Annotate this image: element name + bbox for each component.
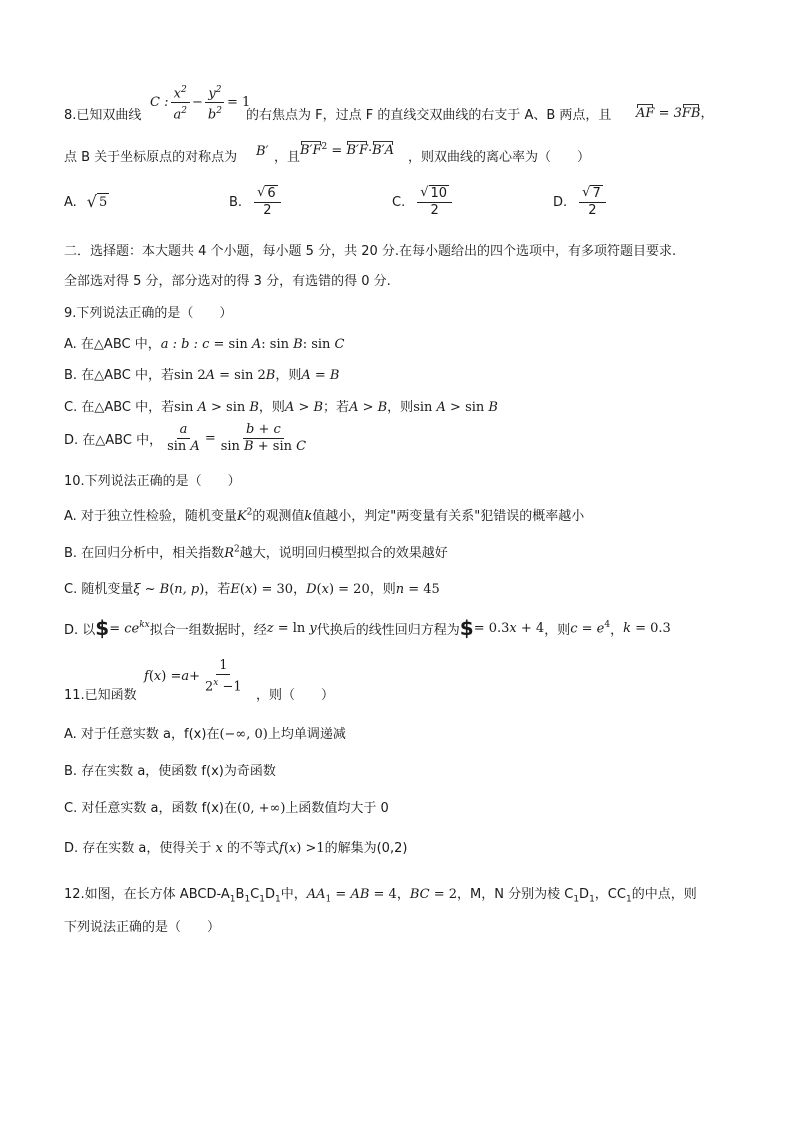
text: C. 对任意实数 a，函数 f(x)在 xyxy=(64,801,237,816)
k-value: k = 0.3 xyxy=(623,620,671,636)
text: ， xyxy=(396,887,410,902)
k-squared: $K^2$ xyxy=(236,507,253,524)
text: 的中点，则 xyxy=(631,887,697,902)
denominator: 2 xyxy=(430,202,439,218)
option-label: B. xyxy=(229,194,243,210)
q9-stem: 9.下列说法正确的是（ ） xyxy=(64,306,233,321)
q10-option-c[interactable] xyxy=(64,578,754,597)
fraction: √ 10 2 xyxy=(417,185,452,219)
text: 中， xyxy=(280,887,307,902)
q8-option-c[interactable] xyxy=(392,180,454,224)
text-connector: ；若 xyxy=(323,400,350,415)
option-label: C. xyxy=(392,194,406,210)
option-b-label: B. 在△ABC 中，若 xyxy=(64,368,174,383)
text: 拟合一组数据时，经 xyxy=(149,622,267,638)
r-squared: $R^2$ xyxy=(224,544,240,561)
q11-stem xyxy=(64,656,754,702)
q8-option-b[interactable] xyxy=(229,180,283,224)
radicand: 6 xyxy=(267,186,276,202)
q8-option-d[interactable] xyxy=(553,180,608,224)
q8-line1 xyxy=(64,78,754,124)
regression-line: = 0.3x + 4 xyxy=(473,620,545,636)
denominator: 2 xyxy=(263,202,272,218)
variance: D(x) = 20 xyxy=(306,582,370,597)
vector-condition: AF = 3FB， xyxy=(636,106,714,121)
sin2a-equation: sin 2A = sin 2B xyxy=(173,368,276,383)
text: ，则 xyxy=(544,622,571,638)
n-value: n = 45 xyxy=(395,582,440,597)
option-c-label: C. 在△ABC 中，若 xyxy=(64,400,175,415)
angle-inequality: A > B xyxy=(349,400,388,415)
sqrt-expression: √ 5 xyxy=(86,192,108,211)
q11-option-a[interactable] xyxy=(64,723,754,742)
ratio-equation: $\frac{a}{\text{sin A}}$ = $\frac{b + c}{\text{sin B + sin C}}$ xyxy=(167,422,307,454)
text: 越大，说明回归模型拟合的效果越好 xyxy=(239,546,448,561)
denominator: 2 xyxy=(588,202,597,218)
q9-option-b[interactable] xyxy=(64,364,754,383)
exponential-model: = $ce^{kx}$ xyxy=(109,619,150,637)
y-hat-symbol: $ xyxy=(95,616,110,640)
section2-line2: 全部选对得 5 分，部分选对的得 3 分，有选错的得 0 分. xyxy=(64,274,391,289)
expectation: E(x) = 30 xyxy=(230,582,294,597)
text: 上均单调递减 xyxy=(267,727,346,742)
text: 值越小，判定"两变量有关系"犯错误的概率越小 xyxy=(312,509,585,524)
q10-option-d[interactable] xyxy=(64,616,754,640)
hyperbola-equation: C : $\frac{x^2}{a^2}$ − $\frac{y^2}{b^2}$ = 1 xyxy=(150,82,250,124)
text: ，M，N 分别为棱 C xyxy=(457,887,574,902)
text: ， xyxy=(610,622,624,638)
variable-x: x xyxy=(211,841,227,856)
text: ，CC xyxy=(594,887,626,902)
radicand: 7 xyxy=(592,186,601,202)
text: ，则 xyxy=(369,582,396,597)
q11-suffix: ，则（ ） xyxy=(256,688,335,703)
fraction: √ 6 2 xyxy=(254,185,281,219)
option-d-label: D. 在△ABC 中， xyxy=(64,433,163,448)
edge-lengths: $AA_1$ = AB = 4 xyxy=(306,887,397,905)
text: A. 对于任意实数 a，f(x)在 xyxy=(64,727,220,742)
q8-line2 xyxy=(64,140,754,164)
q9-option-a[interactable] xyxy=(64,333,754,352)
radicand: 5 xyxy=(99,195,108,210)
interval-0-pos-inf: (0, +∞) xyxy=(237,801,286,816)
point-b-prime: B′ xyxy=(256,144,269,159)
q8-mid: 的右焦点为 F，过点 F 的直线交双曲线的右支于 A、B 两点，且 xyxy=(246,108,612,123)
dot-product-condition: $B'F^2 = B'F\cdot B'A$ xyxy=(300,142,395,159)
text: 12.如图，在长方体 ABCD-A xyxy=(64,887,230,902)
text-connector: ，则 xyxy=(275,368,302,383)
fraction: √ 7 2 xyxy=(579,185,606,219)
sine-law-ratio: a : b : c = sin A: sin B: sin C xyxy=(160,337,345,352)
z-hat-symbol: $ xyxy=(459,616,474,640)
q8-line2-c: ，则双曲线的离心率为（ ） xyxy=(408,150,591,165)
q8-prefix: 8.已知双曲线 xyxy=(64,108,142,123)
section2-line1: 二．选择题：本大题共 4 个小题，每小题 5 分，共 20 分.在每小题给出的四个选项中，有多项符题目要求. xyxy=(64,244,677,259)
log-substitution: z = ln y xyxy=(266,620,317,636)
radicand: 10 xyxy=(430,186,448,202)
inequality: f(x) >1 xyxy=(279,841,325,856)
q10-option-b[interactable] xyxy=(64,542,754,561)
text: D. 存在实数 a，使得关于 xyxy=(64,841,212,856)
option-label: D. xyxy=(553,194,568,210)
angle-inequality: A > B xyxy=(284,400,324,415)
text: B. 在回归分析中，相关指数 xyxy=(64,546,225,561)
text: ，若 xyxy=(204,582,231,597)
text: 代换后的线性回归方程为 xyxy=(316,622,460,638)
text: 的解集为(0,2) xyxy=(324,841,408,856)
q12-line2: 下列说法正确的是（ ） xyxy=(64,920,221,935)
text: C. 随机变量 xyxy=(64,582,134,597)
q8-line2-b: ，且 xyxy=(274,150,301,165)
q12-line1: 12.如图，在长方体 ABCD-$A_1B_1C_1D_1$中，$AA_1$ = AB = 4，BC = 2，M，N 分别为棱 $C_1D_1$，$CC_1$的中点，则 xyxy=(64,887,697,905)
c-value: $c = e^4$ xyxy=(570,619,611,637)
k-value: k xyxy=(304,509,313,524)
q11-option-d[interactable] xyxy=(64,837,754,856)
text: 的观测值 xyxy=(252,509,305,524)
text: 上函数值均大于 0 xyxy=(285,801,389,816)
q10-option-a[interactable] xyxy=(64,505,754,524)
q9-option-c[interactable] xyxy=(64,396,754,415)
q10-stem: 10.下列说法正确的是（ ） xyxy=(64,474,241,489)
sin-inequality: sin A > sin B xyxy=(174,400,259,415)
q11-option-c[interactable] xyxy=(64,797,754,816)
a-equals-b: A = B xyxy=(301,368,340,383)
q8-option-a[interactable] xyxy=(64,190,109,214)
option-a-label: A. 在△ABC 中， xyxy=(64,337,161,352)
q11-option-b[interactable]: B. 存在实数 a，使函数 f(x)为奇函数 xyxy=(64,764,276,779)
q8-line2-a: 点 B 关于坐标原点的对称点为 xyxy=(64,150,238,165)
text: 的不等式 xyxy=(226,841,279,856)
text: A. 对于独立性检验，随机变量 xyxy=(64,509,237,524)
text: ， xyxy=(293,582,307,597)
interval-neg-inf-0: (−∞, 0) xyxy=(219,727,268,742)
q11-prefix: 11.已知函数 xyxy=(64,688,137,703)
bc-length: BC = 2 xyxy=(409,887,458,902)
binomial-distribution: ξ ~ B(n, p) xyxy=(133,582,205,597)
option-label: A. xyxy=(64,194,77,210)
function-definition: f ( x ) = a + $\frac{1}{2^x -1}$ xyxy=(144,658,242,695)
text-connector: ，则 xyxy=(258,400,285,415)
q9-option-d[interactable] xyxy=(64,422,754,455)
text: D. 以 xyxy=(64,622,96,638)
text-connector: ，则 xyxy=(387,400,414,415)
sin-inequality: sin A > sin B xyxy=(413,400,498,415)
